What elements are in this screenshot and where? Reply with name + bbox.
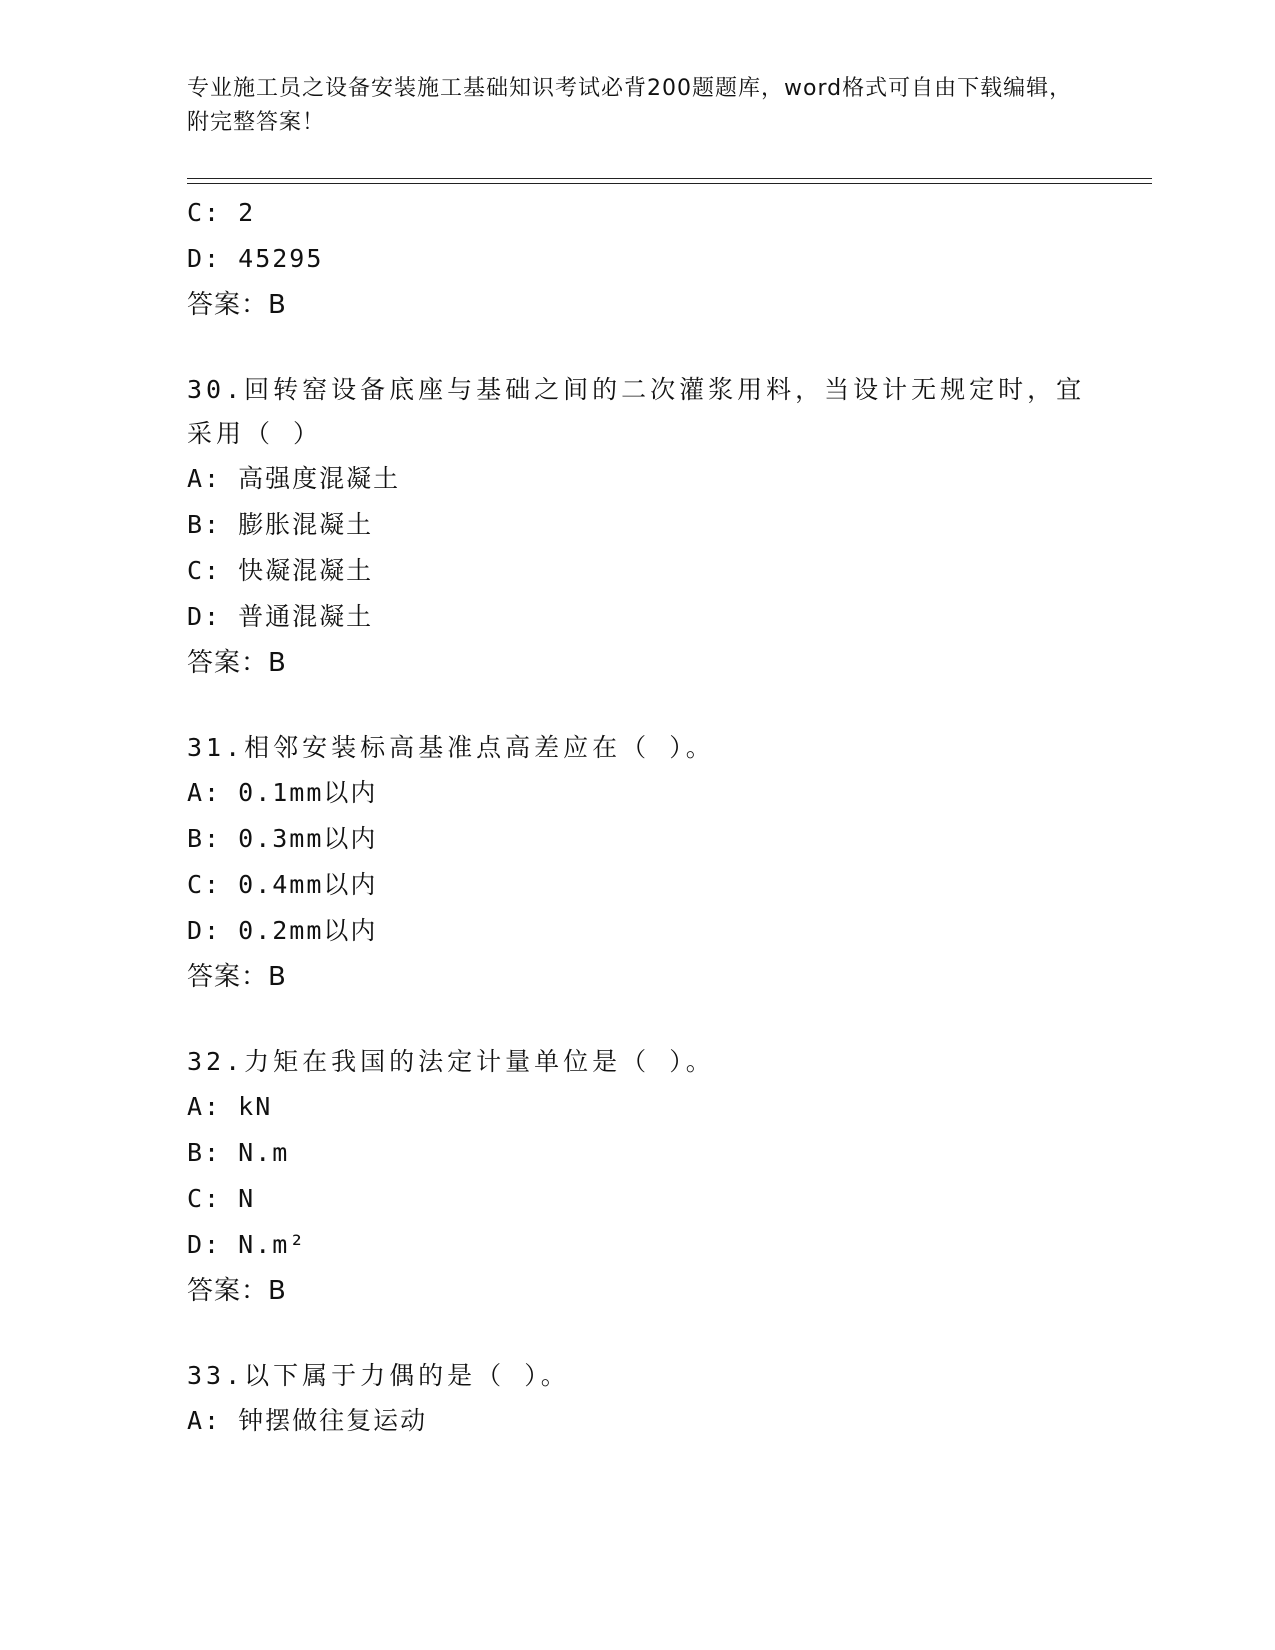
header-title: 专业施工员之设备安装施工基础知识考试必背200题题库，word格式可自由下载编辑，附完整答案！ [187,76,1073,135]
option-a: A: 高强度混凝土 [187,464,401,493]
question-32 [187,1040,1107,1314]
option-d: D: 0.2mm以内 [187,916,378,945]
option-c: C: 0.4mm以内 [187,870,378,899]
question-stem: 32.力矩在我国的法定计量单位是（ ）。 [187,1047,715,1076]
answer-label: 答案：B [187,648,287,678]
question-stem: 31.相邻安装标高基准点高差应在（ ）。 [187,733,715,762]
option-a: A: kN [187,1092,273,1121]
question-stem: 30.回转窑设备底座与基础之间的二次灌浆用料，当设计无规定时，宜采用（ ） [187,375,1086,448]
question-29-tail [187,190,1107,328]
question-stem: 33.以下属于力偶的是（ ）。 [187,1361,570,1390]
option-d: D: N.m² [187,1230,307,1259]
option-a: A: 钟摆做往复运动 [187,1406,428,1435]
option-a: A: 0.1mm以内 [187,778,378,807]
question-31 [187,726,1107,1000]
question-33 [187,1354,1107,1444]
question-list [187,190,1107,1444]
option-c: C: 2 [187,198,256,227]
answer-label: 答案：B [187,962,287,992]
document-header [187,72,1087,140]
header-divider-bottom [187,183,1152,184]
option-b: B: N.m [187,1138,290,1167]
option-b: B: 膨胀混凝土 [187,510,374,539]
answer-label: 答案：B [187,290,287,320]
header-divider-top [187,178,1152,179]
option-b: B: 0.3mm以内 [187,824,378,853]
option-d: D: 45295 [187,244,324,273]
question-30 [187,368,1107,686]
option-c: C: N [187,1184,256,1213]
option-c: C: 快凝混凝土 [187,556,374,585]
option-d: D: 普通混凝土 [187,602,374,631]
answer-label: 答案：B [187,1276,287,1306]
